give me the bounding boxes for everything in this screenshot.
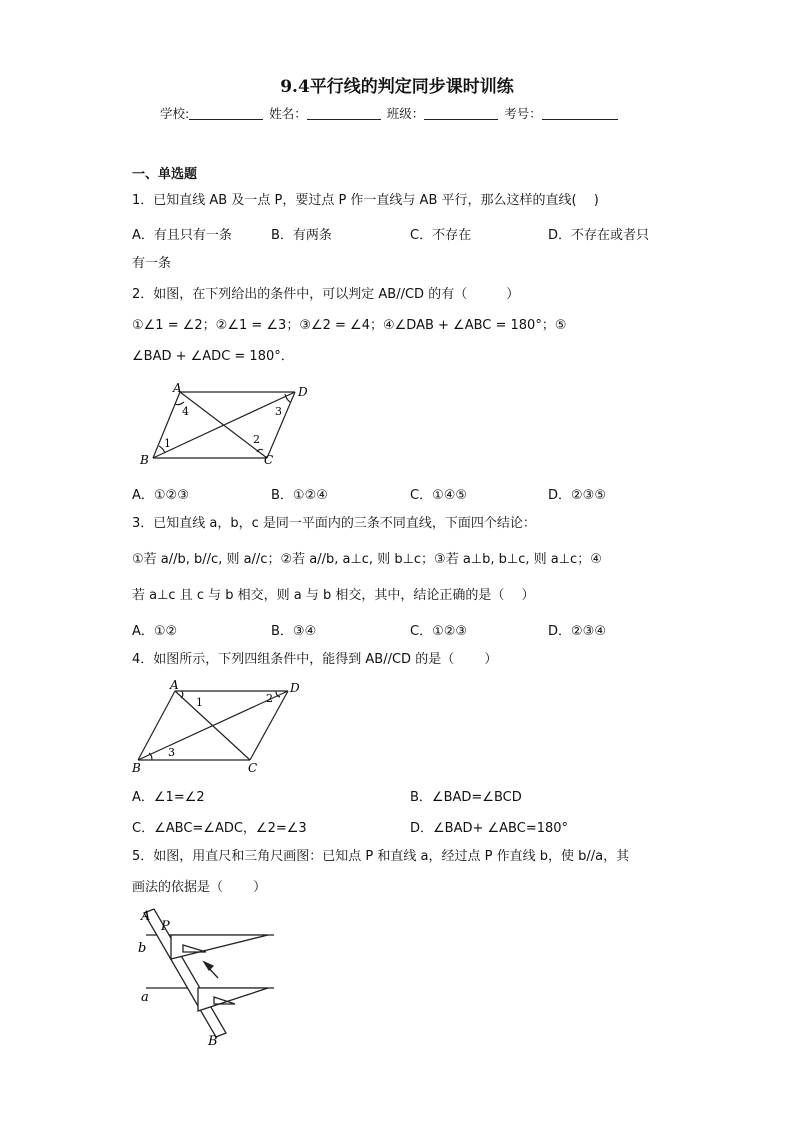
- q2-label-D: D: [298, 385, 308, 399]
- q5-label-A: A: [141, 909, 151, 924]
- q3-option-b[interactable]: B．③④: [271, 624, 317, 639]
- q2-option-a[interactable]: A．①②③: [132, 488, 189, 503]
- q2-label-B: B: [140, 453, 149, 467]
- q2-label-A: A: [173, 381, 182, 395]
- q4-option-d[interactable]: D．∠BAD+ ∠ABC=180°: [410, 821, 569, 836]
- student-info-row: [160, 104, 620, 122]
- q3-stem: 3．已知直线 a，b，c 是同一平面内的三条不同直线，下面四个结论：: [132, 516, 536, 531]
- q5-label-B: B: [208, 1034, 218, 1049]
- q2-conditions-line2: ∠BAD + ∠ADC = 180°．: [132, 349, 294, 364]
- q1-option-d[interactable]: D．不存在或者只: [548, 228, 650, 243]
- page-title: 9.4平行线的判定同步课时训练: [280, 77, 514, 97]
- q2-option-d[interactable]: D．②③⑤: [548, 488, 606, 503]
- q5-label-P: P: [161, 919, 170, 934]
- q4-label-D: D: [290, 681, 300, 695]
- q2-label-C: C: [264, 453, 274, 467]
- q2-angle-3: 3: [275, 405, 282, 418]
- q2-option-c[interactable]: C．①④⑤: [410, 488, 468, 503]
- q5-stem: 5．如图，用直尺和三角尺画图：已知点 P 和直线 a，经过点 P 作直线 b，使 b//a，其: [132, 849, 630, 864]
- school-blank[interactable]: [189, 107, 263, 120]
- q1-option-a[interactable]: A．有且只有一条: [132, 228, 232, 243]
- q4-angle-1: 1: [196, 696, 203, 709]
- section-heading: 一、单选题: [132, 167, 198, 182]
- q1-stem: 1．已知直线 AB 及一点 P，要过点 P 作一直线与 AB 平行，那么这样的直线( ): [132, 193, 599, 208]
- q2-angle-2: 2: [253, 433, 260, 446]
- q5-label-b: b: [138, 941, 147, 956]
- q4-option-c[interactable]: C．∠ABC=∠ADC，∠2=∠3: [132, 821, 307, 836]
- q4-label-B: B: [132, 761, 141, 775]
- q5-figure-ruler-triangle: [136, 905, 286, 1050]
- q2-option-b[interactable]: B．①②④: [271, 488, 328, 503]
- q4-figure-parallelogram: [130, 676, 310, 776]
- class-blank[interactable]: [424, 107, 498, 120]
- q4-option-a[interactable]: A．∠1=∠2: [132, 790, 205, 805]
- q4-angle-3: 3: [168, 746, 175, 759]
- q3-conditions-line2: 若 a⊥c 且 c 与 b 相交，则 a 与 b 相交，其中，结论正确的是（ ）: [132, 588, 535, 603]
- q5-label-a: a: [141, 990, 149, 1005]
- q1-option-c[interactable]: C．不存在: [410, 228, 472, 243]
- name-label: 姓名：: [269, 106, 307, 121]
- q3-option-a[interactable]: A．①②: [132, 624, 178, 639]
- q3-option-c[interactable]: C．①②③: [410, 624, 468, 639]
- q2-angle-1: 1: [164, 437, 171, 450]
- q4-angle-2: 2: [266, 692, 273, 705]
- number-label: 考号：: [504, 106, 542, 121]
- q2-conditions-line1: ①∠1 = ∠2；②∠1 = ∠3；③∠2 = ∠4；④∠DAB + ∠ABC = 180°；⑤: [132, 318, 567, 333]
- class-label: 班级：: [386, 106, 425, 121]
- q1-option-b[interactable]: B．有两条: [271, 228, 332, 243]
- q2-angle-4: 4: [182, 405, 189, 418]
- q4-label-A: A: [170, 678, 179, 692]
- q5-stem-cont: 画法的依据是（ ）: [132, 880, 267, 895]
- q3-option-d[interactable]: D．②③④: [548, 624, 606, 639]
- q3-conditions-line1: ①若 a//b, b//c, 则 a//c；②若 a//b, a⊥c, 则 b⊥c；③若 a⊥b, b⊥c, 则 a⊥c；④: [132, 552, 602, 567]
- q4-stem: 4．如图所示，下列四组条件中，能得到 AB//CD 的是（ ）: [132, 652, 498, 667]
- q2-figure-parallelogram: [135, 380, 315, 470]
- q2-stem: 2．如图，在下列给出的条件中，可以判定 AB//CD 的有（ ）: [132, 287, 520, 302]
- name-blank[interactable]: [307, 107, 381, 120]
- q4-option-b[interactable]: B．∠BAD=∠BCD: [410, 790, 522, 805]
- school-label: 学校:: [160, 106, 190, 121]
- q4-label-C: C: [248, 761, 258, 775]
- q1-option-d-cont: 有一条: [132, 256, 172, 271]
- number-blank[interactable]: [542, 107, 618, 120]
